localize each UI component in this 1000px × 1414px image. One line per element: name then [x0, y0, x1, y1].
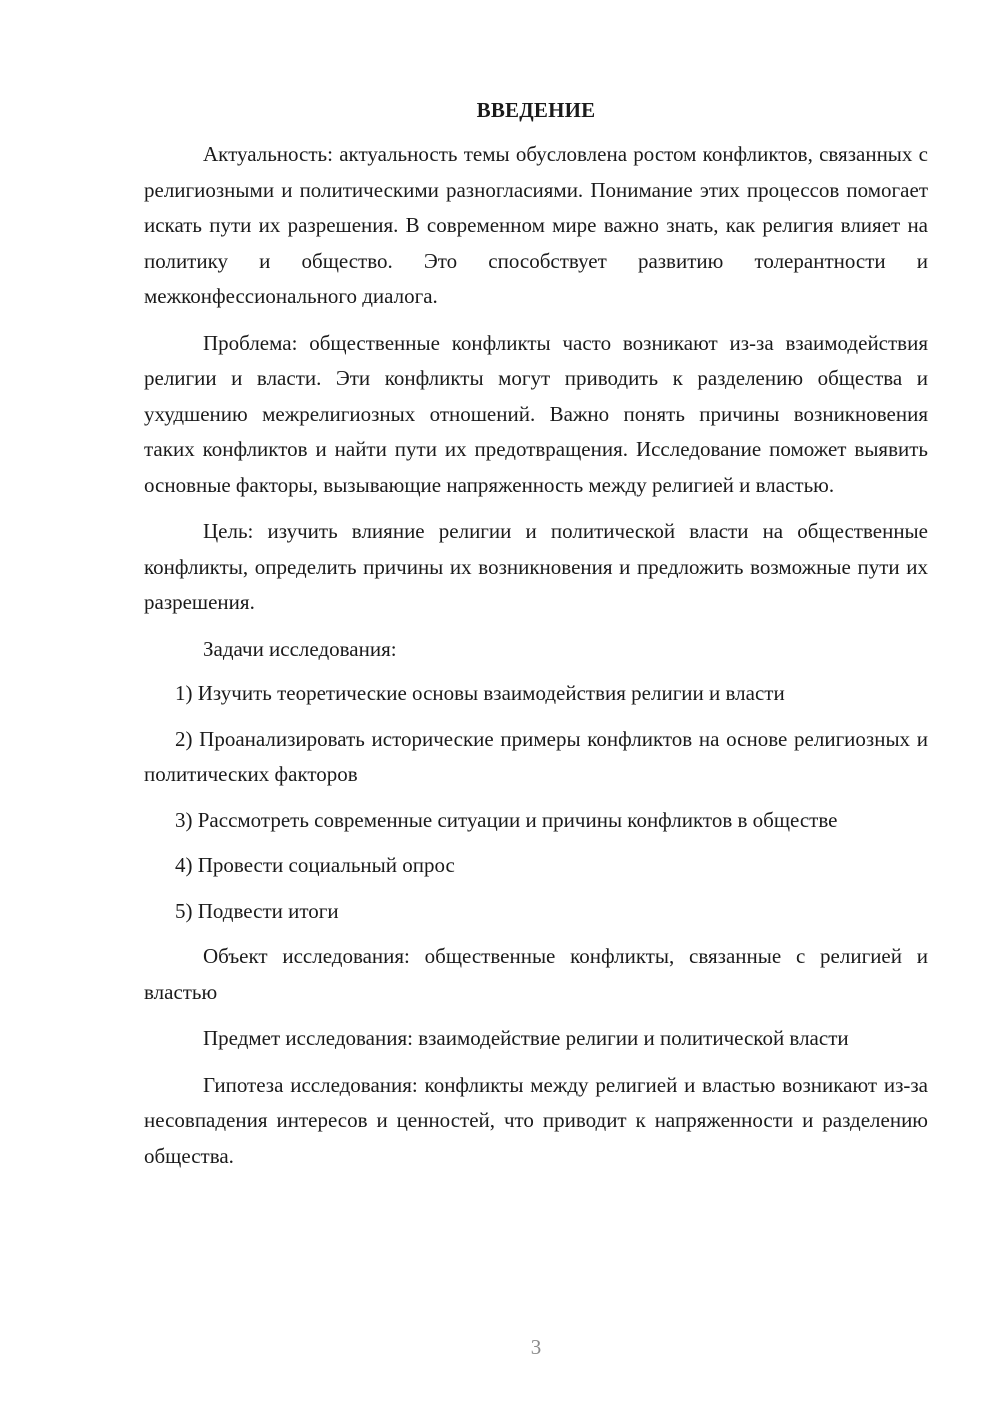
paragraph-relevance: Актуальность: актуальность темы обусловлена ростом конфликтов, связанных с религиозными и политическими разногласиями. Понимание этих процессов помогает искать пути их разрешения. В современном мире важно знать, как религия влияет на политику и общество. Это способствует развитию толерантности и межконфессионального диалога. [144, 142, 928, 308]
task-item: 4) Провести социальный опрос [175, 853, 455, 877]
page-title: ВВЕДЕНИЕ [476, 98, 596, 122]
task-item: 5) Подвести итоги [175, 898, 339, 923]
paragraph-problem: Проблема: общественные конфликты часто возникают из-за взаимодействия религии и власти. Эти конфликты могут приводить к разделению общества и ухудшению межрелигиозных отношений. Важно понять причины возникновения таких конфликтов и найти пути их предотвращения. Исследование поможет выявить основные факторы, вызывающие напряженность между религией и властью. [144, 330, 928, 497]
page-number: 3 [530, 1335, 542, 1359]
task-item: 2) Проанализировать исторические примеры конфликтов на основе религиозных и политических факторов [144, 726, 928, 786]
paragraph-goal: Цель: изучить влияние религии и политической власти на общественные конфликты, определить причины их возникновения и предложить возможные пути их разрешения. [144, 519, 928, 614]
page-content [144, 96, 928, 1185]
task-item: 1) Изучить теоретические основы взаимодействия религии и власти [175, 681, 785, 705]
paragraph-hypothesis: Гипотеза исследования: конфликты между религией и властью возникают из-за несовпадения интересов и ценностей, что приводит к напряженности и разделению общества. [144, 1072, 928, 1168]
task-item: 3) Рассмотреть современные ситуации и причины конфликтов в обществе [175, 807, 838, 832]
paragraph-subject: Предмет исследования: взаимодействие религии и политической власти [203, 1026, 849, 1050]
tasks-list [144, 676, 928, 929]
paragraph-object: Объект исследования: общественные конфликты, связанные с религией и властью [144, 944, 928, 1004]
tasks-heading: Задачи исследования: [203, 636, 397, 661]
